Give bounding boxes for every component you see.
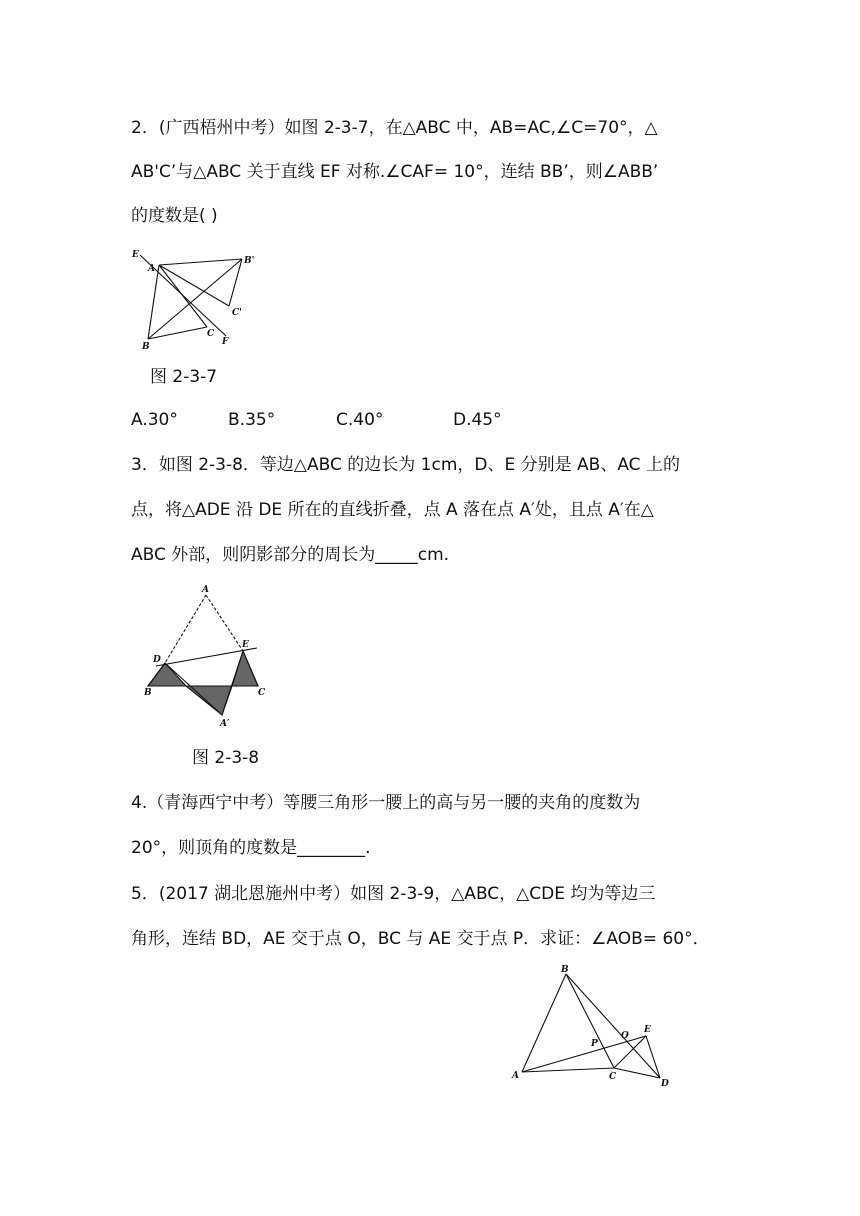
label-b: B bbox=[142, 342, 150, 352]
label-b: B bbox=[144, 688, 152, 698]
segment-ed bbox=[646, 1036, 660, 1078]
problem-2-line-2: AB'C’与△ABC 关于直线 EF 对称.∠CAF= 10°，连结 BB’，则∠ABB’ bbox=[131, 162, 659, 182]
problem-2-line-1: 2．(广西梧州中考）如图 2-3-7，在△ABC 中，AB=AC,∠C=70°，△ bbox=[131, 118, 658, 138]
label-e: E bbox=[242, 640, 249, 650]
label-p: P bbox=[591, 1039, 598, 1049]
problem-5-line-2: 角形，连结 BD，AE 交于点 O，BC 与 AE 交于点 P．求证：∠AOB= 60°． bbox=[131, 929, 710, 949]
segment-b-prime-c-prime bbox=[229, 259, 242, 306]
label-a: A bbox=[512, 1071, 519, 1081]
problem-3-line-1: 3．如图 2-3-8．等边△ABC 的边长为 1cm，D、E 分别是 AB、AC 上的 bbox=[131, 455, 680, 475]
problem-3-line-2: 点，将△ADE 沿 DE 所在的直线折叠，点 A 落在点 A′处，且点 A′在△ bbox=[131, 500, 654, 520]
problem-2-line-3: 的度数是( ) bbox=[131, 206, 218, 226]
caption-2-3-8: 图 2-3-8 bbox=[192, 748, 260, 768]
label-a: A bbox=[148, 264, 155, 274]
label-c: C bbox=[258, 688, 266, 698]
segment-bc bbox=[148, 327, 207, 339]
option-c: C.40° bbox=[336, 410, 384, 430]
shaded-region-center bbox=[186, 686, 232, 715]
figure-2-3-9 bbox=[510, 962, 680, 1092]
option-b: B.35° bbox=[228, 410, 276, 430]
label-a-prime: A′ bbox=[220, 719, 230, 729]
segment-bb-prime bbox=[148, 259, 242, 339]
label-a: A bbox=[202, 585, 209, 595]
segment-cd bbox=[614, 1068, 660, 1078]
label-f: F bbox=[222, 337, 229, 347]
segment-ac bbox=[159, 265, 207, 327]
label-b-prime: B' bbox=[244, 256, 255, 266]
label-d: D bbox=[661, 1079, 669, 1089]
label-c: C bbox=[609, 1072, 617, 1082]
segment-ab bbox=[522, 974, 566, 1072]
dashed-ae bbox=[206, 595, 243, 651]
label-e: E bbox=[644, 1025, 651, 1035]
dashed-ad bbox=[165, 595, 206, 663]
label-c-prime: C' bbox=[232, 308, 242, 318]
figure-2-3-7 bbox=[128, 243, 268, 353]
label-o: O bbox=[621, 1031, 629, 1041]
segment-ab bbox=[148, 265, 159, 339]
problem-4-line-2: 20°，则顶角的度数是________. bbox=[131, 838, 371, 858]
figure-2-3-8 bbox=[140, 582, 270, 732]
segment-bc bbox=[566, 974, 614, 1068]
segment-ab-prime bbox=[159, 259, 242, 265]
option-a: A.30° bbox=[131, 410, 178, 430]
label-b: B bbox=[561, 965, 569, 975]
shaded-region-left bbox=[148, 663, 186, 686]
option-d: D.45° bbox=[453, 410, 502, 430]
caption-2-3-7: 图 2-3-7 bbox=[150, 367, 218, 387]
label-e: E bbox=[132, 250, 139, 260]
label-d: D bbox=[153, 655, 161, 665]
segment-ac bbox=[522, 1068, 614, 1072]
label-c: C bbox=[207, 329, 215, 339]
problem-4-line-1: 4.（青海西宁中考）等腰三角形一腰上的高与另一腰的夹角的度数为 bbox=[131, 793, 641, 813]
problem-3-line-3: ABC 外部，则阴影部分的周长为_____cm. bbox=[131, 545, 450, 565]
problem-5-line-1: 5．(2017 湖北恩施州中考）如图 2-3-9，△ABC，△CDE 均为等边三 bbox=[131, 884, 656, 904]
